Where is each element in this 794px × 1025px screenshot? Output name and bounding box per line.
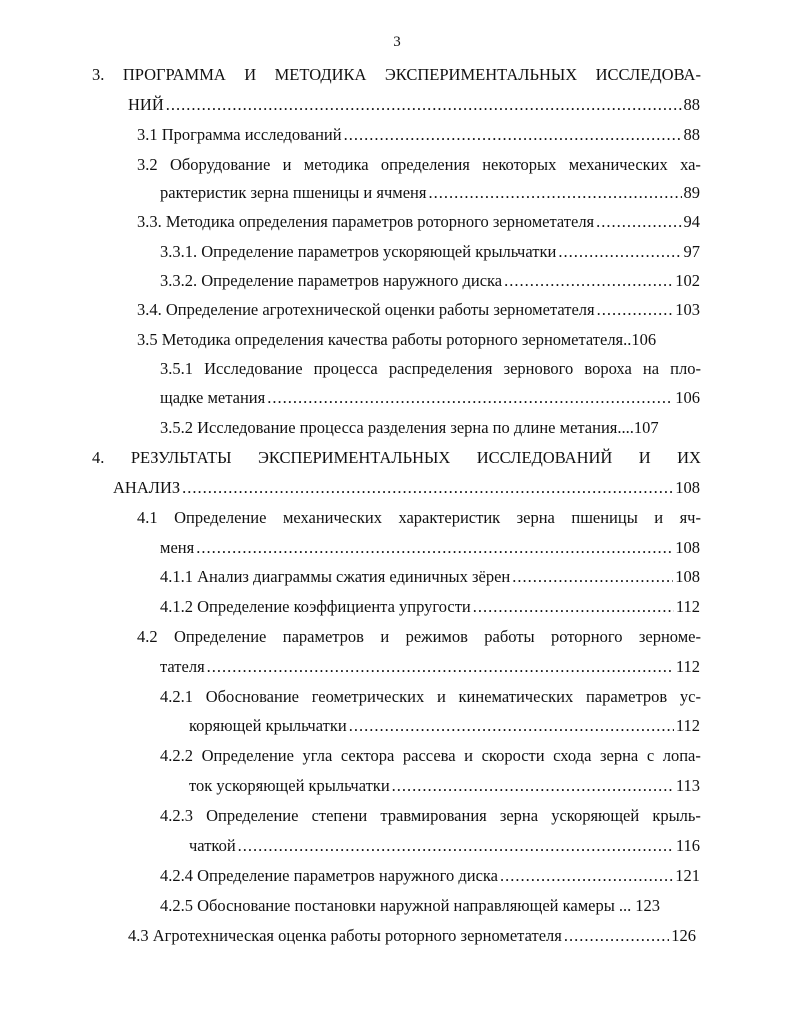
toc-word: И (638, 448, 651, 467)
toc-word: МЕТОДИКА (274, 65, 367, 84)
toc-title: меня (160, 538, 195, 557)
toc-title: ток ускоряющей крыльчатки (189, 776, 390, 795)
toc-page-number: 106 (631, 330, 657, 349)
toc-title: 3.1 Программа исследований (137, 125, 342, 144)
toc-word: геометрических (311, 687, 425, 706)
toc-title: 3.3.2. Определение параметров наружного диска (160, 271, 503, 290)
toc-entry-4-1-line2 (160, 538, 700, 558)
toc-word: ИХ (677, 448, 701, 467)
toc-word: скорости (481, 746, 545, 765)
toc-word: 4.2.3 (160, 806, 193, 825)
toc-word: зерноме- (638, 627, 701, 646)
toc-word: зернового (503, 359, 574, 378)
toc-word: параметров (282, 627, 364, 646)
toc-entry-4-2-1-line2 (189, 716, 700, 736)
toc-title: 3.5.2 Исследование процесса разделения зерна по длине метания.... (160, 418, 634, 437)
toc-title: 4.2.5 Обоснование постановки наружной направляющей камеры ... (160, 896, 632, 915)
toc-page-number: 94 (683, 212, 700, 231)
toc-entry-3-3-2 (160, 271, 700, 291)
toc-word: ИССЛЕДОВАНИЙ (476, 448, 613, 467)
toc-word: Исследование (204, 359, 303, 378)
toc-word: Определение (174, 508, 267, 527)
toc-word: Обоснование (205, 687, 299, 706)
toc-word: яч- (679, 508, 701, 527)
toc-page-number: 112 (675, 716, 700, 735)
toc-page-number: 88 (683, 95, 700, 114)
toc-word: зерна (599, 746, 639, 765)
toc-title: 4.1.1 Анализ диаграммы сжатия единичных зёрен (160, 567, 511, 586)
toc-word: схода (553, 746, 592, 765)
toc-heading-4-line1 (92, 448, 701, 468)
leader-dots (596, 212, 681, 232)
toc-word: ЭКСПЕРИМЕНТАЛЬНЫХ (258, 448, 451, 467)
toc-entry-4-2-3-line2 (189, 836, 700, 856)
toc-word: процесса (313, 359, 378, 378)
toc-word: ус- (679, 687, 701, 706)
toc-page-number: 88 (683, 125, 700, 144)
leader-dots (267, 388, 673, 408)
toc-title: коряющей крыльчатки (189, 716, 347, 735)
toc-word: ха- (680, 155, 701, 174)
toc-page-number: 106 (675, 388, 700, 407)
toc-word: лопа- (662, 746, 701, 765)
toc-entry-3-3 (137, 212, 700, 232)
toc-entry-4-2-3-line1 (160, 806, 701, 826)
leader-dots (473, 597, 674, 617)
toc-entry-3-5-1-line2 (160, 388, 700, 408)
toc-entry-3-2-line2 (160, 183, 700, 203)
toc-heading-4-line2 (113, 478, 700, 498)
toc-entry-4-3 (128, 926, 696, 946)
toc-title: 3.4. Определение агротехнической оценки работы зернометателя (137, 300, 595, 319)
leader-dots (558, 242, 681, 262)
toc-entry-4-2-5 (160, 896, 697, 916)
toc-page-number: 102 (675, 271, 700, 290)
toc-word: и (282, 155, 292, 174)
toc-entry-3-1 (137, 125, 700, 145)
toc-entry-4-2-2-line1 (160, 746, 701, 766)
toc-word: 4.2 (137, 627, 158, 646)
toc-word: ускоряющей (551, 806, 640, 825)
toc-word: РЕЗУЛЬТАТЫ (130, 448, 232, 467)
toc-word: Оборудование (169, 155, 271, 174)
toc-word: Определение (201, 746, 294, 765)
leader-dots (196, 538, 673, 558)
toc-page-number: 126 (671, 926, 696, 945)
toc-word: Определение (206, 806, 299, 825)
toc-word: сектора (340, 746, 395, 765)
toc-word: зерна (516, 508, 555, 527)
toc-entry-4-2-1-line1 (160, 687, 701, 707)
toc-heading-3-line1 (92, 65, 701, 85)
toc-word: крыль- (652, 806, 701, 825)
toc-page-number: 97 (683, 242, 700, 261)
toc-title: щадке метания (160, 388, 266, 407)
toc-word: пло- (670, 359, 701, 378)
leader-dots (349, 716, 674, 736)
toc-word: некоторых (482, 155, 557, 174)
toc-word: ИССЛЕДОВА- (595, 65, 701, 84)
toc-page-number: 113 (675, 776, 700, 795)
toc-word: режимов (405, 627, 468, 646)
leader-dots (182, 478, 673, 498)
leader-dots (428, 183, 681, 203)
toc-word: 3.2 (137, 155, 158, 174)
toc-page-number: 107 (633, 418, 659, 437)
toc-title: 3.3. Методика определения параметров роторного зернометателя (137, 212, 595, 231)
toc-word: методика (303, 155, 369, 174)
toc-word: распределения (388, 359, 493, 378)
toc-word: И (244, 65, 257, 84)
toc-entry-3-5-2 (160, 418, 700, 438)
toc-entry-3-4 (137, 300, 700, 320)
toc-entry-3-5-1-line1 (160, 359, 701, 379)
toc-word: Определение (174, 627, 267, 646)
toc-page-number: 103 (675, 300, 700, 319)
toc-word: работы (484, 627, 535, 646)
toc-page-number: 116 (675, 836, 700, 855)
toc-word: роторного (551, 627, 623, 646)
toc-word: определения (380, 155, 470, 174)
toc-title: тателя (160, 657, 205, 676)
toc-word: и (654, 508, 664, 527)
toc-entry-4-1-1 (160, 567, 700, 587)
toc-entry-4-2-2-line2 (189, 776, 700, 796)
toc-word: степени (311, 806, 368, 825)
toc-page-number: 108 (675, 478, 700, 497)
toc-word: пшеницы (571, 508, 638, 527)
toc-word: и (464, 746, 473, 765)
toc-word: и (436, 687, 446, 706)
toc-word: угла (302, 746, 333, 765)
toc-entry-4-2-line2 (160, 657, 700, 677)
toc-word: 4. (92, 448, 105, 467)
toc-word: характеристик (398, 508, 501, 527)
toc-word: на (642, 359, 660, 378)
leader-dots (597, 300, 674, 320)
toc-word: зерна (499, 806, 539, 825)
toc-title: рактеристик зерна пшеницы и ячменя (160, 183, 427, 202)
toc-entry-4-2-line1 (137, 627, 701, 647)
leader-dots (512, 567, 673, 587)
toc-word: параметров (585, 687, 668, 706)
toc-page-number: 123 (635, 896, 661, 915)
leader-dots (504, 271, 673, 291)
toc-title: 4.1.2 Определение коэффициента упругости (160, 597, 471, 616)
toc-word: с (646, 746, 655, 765)
toc-word: рассева (402, 746, 456, 765)
toc-title: НИЙ (128, 95, 164, 114)
toc-title: 4.2.4 Определение параметров наружного диска (160, 866, 499, 885)
leader-dots (238, 836, 674, 856)
leader-dots (500, 866, 673, 886)
toc-page-number: 112 (675, 657, 700, 676)
toc-title: чаткой (189, 836, 236, 855)
toc-entry-4-1-line1 (137, 508, 701, 528)
toc-title: 3.5 Методика определения качества работы роторного зернометателя.. (137, 330, 632, 349)
leader-dots (207, 657, 674, 677)
toc-word: и (380, 627, 390, 646)
toc-word: механических (282, 508, 382, 527)
toc-word: 4.2.2 (160, 746, 193, 765)
toc-word: ПРОГРАММА (122, 65, 226, 84)
leader-dots (392, 776, 674, 796)
toc-entry-3-2-line1 (137, 155, 701, 175)
toc-entry-3-5 (137, 330, 700, 350)
toc-word: 4.2.1 (160, 687, 193, 706)
toc-title: АНАЛИЗ (113, 478, 181, 497)
page-number: 3 (393, 34, 401, 50)
leader-dots (564, 926, 669, 946)
toc-title: 3.3.1. Определение параметров ускоряющей крыльчатки (160, 242, 557, 261)
toc-entry-4-1-2 (160, 597, 700, 617)
leader-dots (344, 125, 682, 145)
toc-entry-3-3-1 (160, 242, 700, 262)
toc-page-number: 108 (675, 567, 700, 586)
toc-page-number: 112 (675, 597, 700, 616)
toc-word: механических (568, 155, 668, 174)
toc-page-number: 121 (675, 866, 700, 885)
leader-dots (166, 95, 682, 115)
toc-word: 4.1 (137, 508, 158, 527)
toc-word: травмирования (380, 806, 487, 825)
toc-word: 3. (92, 65, 105, 84)
toc-page-number: 108 (675, 538, 700, 557)
toc-word: ЭКСПЕРИМЕНТАЛЬНЫХ (384, 65, 578, 84)
toc-word: кинематических (458, 687, 574, 706)
toc-heading-3-line2 (128, 95, 700, 115)
toc-title: 4.3 Агротехническая оценка работы роторного зернометателя (128, 926, 562, 945)
toc-word: 3.5.1 (160, 359, 193, 378)
toc-entry-4-2-4 (160, 866, 700, 886)
toc-word: вороха (584, 359, 632, 378)
toc-page-number: 89 (683, 183, 700, 202)
